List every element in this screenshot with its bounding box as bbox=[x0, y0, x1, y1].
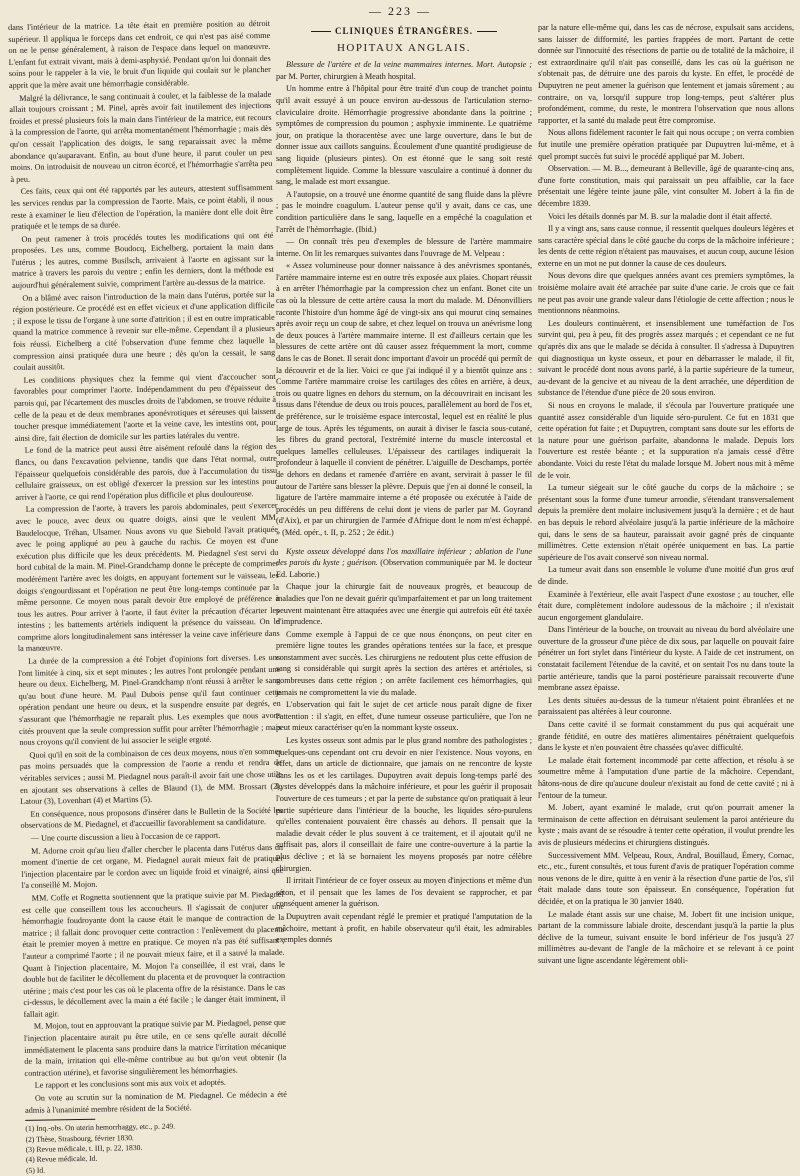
paragraph: On vote au scrutin sur la nomination de M. Piedagnel. Ce médecin a été admis à l'unanimité membre résident de la Société. bbox=[25, 1089, 287, 1115]
paragraph: Voici les détails donnés par M. B. sur la maladie dont il était affecté. bbox=[548, 211, 772, 221]
paragraph: Le malade était fortement incommodé par cette affection, et résolu à se soumettre même à l'amputation d'une partie de la mâchoire. Cependant, hâtons-nous de dire qu'aucune douleur n'existait au fond de cette cavité ; ni à l'entour de la tumeur. bbox=[538, 755, 794, 800]
article-title: Blessure de l'artère et de la veine mammaires internes. Mort. Autopsie ; bbox=[286, 60, 532, 70]
paragraph: Les douleurs continuèrent, et insensiblement une tuméfaction de l'os survint qui, peu à peu, fit des progrès assez marqués ; et cependant ce ne fut qu'après dix ans que le malade se décida à consulter. Il s'adressa à Dupuytren qui diagnostiqua un kyste osseux, et pour en débarrasser le malade, il fit, suivant le procédé dont nous avons parlé, à la partie supérieure de la tumeur, au-devant de la gencive et au niveau de la dent arrachée, une déperdition de substance de l'étendue d'une pièce de 20 sous environ. bbox=[538, 318, 794, 398]
paragraph: — On connaît très peu d'exemples de blessure de l'artère mammaire interne. On lit les remarques suivantes dans l'ouvrage de M. Velpeau : bbox=[276, 237, 532, 258]
paragraph: par la nature elle-même qui, dans les cas de nécrose, expulsait sans accidens, sans laisser de difformité, les parties frappées de mort. Partant de cette donnée sur l'innocuité des résections de partie ou de totalité de la mâchoire, il est extraordinaire qu'il n'ait pas conseillé, dans les cas où la guérison ne s'obtenait pas, de détruire une des parois du kyste. En effet, le procédé de Dupuytren ne peut amener la guérison que lentement et jamais sûrement ; au contraire, on va, lorsqu'il suppure trop long-temps, peut s'altérer plus profondément, comme, du reste, le montrera l'observation que nous allons rapporter, et la santé du malade peut être compromise. bbox=[538, 23, 794, 125]
middle-column bbox=[276, 22, 532, 1160]
paragraph: On a blâmé avec raison l'introduction de la main dans l'utérus, portée sur la région postérieure. Ce procédé est en effet vicieux et d'une application difficile ; il expose le tissu de l'organe à une sorte d'attrition ; il est en outre impraticable quand la matrice commence à revenir sur elle-même. Cependant il a plusieurs fois réussi. Eichelberg a cité l'observation d'une femme chez laquelle la compression ainsi pratiquée dura une heure ; dès qu'on la cessait, le sang coulait aussitôt. bbox=[12, 289, 276, 373]
paragraph: M. Jobert, ayant examiné le malade, crut qu'on pourrait amener la terminaison de cette affection en détruisant seulement la paroi antérieure du kyste ; mais avant de se résoudre à tenter cette opération, il voulut prendre les avis de plusieurs médecins et chirurgiens distingués. bbox=[538, 803, 794, 847]
paragraph: Dans cette cavité il se formait constamment du pus qui acquérait une grande fétidité, en outre des matières alimentaires pénétraient quelquefois dans le kyste et n'en pouvaient être chassées qu'avec difficulté. bbox=[538, 720, 794, 753]
paragraph: Il irritait l'intérieur de ce foyer osseux au moyen d'injections et même d'un séton, et il pensait que les lames de l'os devaient se rapprocher, et par conséquent amener la guérison. bbox=[276, 876, 532, 909]
paragraph: Le malade étant assis sur une chaise, M. Jobert fit une incision unique, partant de la commissure labiale droite, descendant jusqu'à la partie la plus déclive de la tumeur, suivant ensuite le bord inférieur de l'os jusqu'à 27 millimètres au-devant de l'angle de la mâchoire et se relevant à ce point suivant une ligne ascendante légèrement obli- bbox=[538, 909, 794, 965]
paragraph: Malgré la délivrance, le sang continuait à couler, et la faiblesse de la malade allait toujours croissant ; M. Pinel, après avoir fait inutilement des injections froides et pressé plusieurs fois la main dans l'intérieur de la matrice, eut recours à la compression de l'aorte, qui arrêta momentanément l'hémorrhagie ; mais dès qu'on cessait l'application des doigts, le sang reparaissait avec la même abondance qu'auparavant. Enfin, au bout d'une heure, il parut couler un peu moins. On introduisit de nouveau un citron écorcé, et l'hémorrhagie s'arrêta peu à peu. bbox=[9, 89, 273, 184]
paragraph: Examinée à l'extérieur, elle avait l'aspect d'une exostose ; au toucher, elle était dure, complètement indolore audessous de la mâchoire ; il n'existait aucun engorgement glandulaire. bbox=[538, 589, 794, 622]
article-heading bbox=[276, 546, 532, 581]
paragraph: Le rapport et les conclusions sont mis aux voix et adoptés. bbox=[34, 1078, 226, 1091]
paragraph: Chaque jour la chirurgie fait de nouveaux progrès, et beaucoup de maladies que l'on ne devait guérir qu'imparfaitement et par un long traitement peuvent maintenant être attaquées avec une énergie qui autrefois eût été taxée d'imprudence. bbox=[276, 582, 532, 627]
section-title: CLINIQUES ÉTRANGÈRES. bbox=[276, 26, 532, 38]
paragraph: La compression de l'aorte, à travers les parois abdominales, peut s'exercer avec le pouce, avec deux ou quatre doigts, ainsi que le veulent MM. Baudelocque, Tréhan, Ulsamer. Nous avons vu que Siebold l'avait pratiquée avec le poing appliqué au peu à gauche du rachis. Ce moyen est d'une exécution plus difficile que les deux précédents. M. Piedagnel s'est servi du bord cubital de la main. M. Pinel-Grandchamp donne le précepte de comprimer modérément l'artère avec les doigts, en appuyant fortement sur le vaisseau, les doigts s'engourdissant et l'opération ne peut être long-temps continuée par la même personne. Ce moyen nous paraît devoir être employé de préférence à tous les autres. Pour arriver à l'aorte, il faut éviter la précaution d'écarter les intestins ; les battements artériels indiquent la présence du vaisseau. On le comprime alors longitudinalement sans intéresser la veine cave inférieure dans la manœuvre. bbox=[15, 501, 280, 654]
page-number: — 223 — bbox=[369, 4, 431, 18]
paragraph: dans l'intérieur de la matrice. La tête était en première position au détroit supérieur. Il appliqua le forceps dans cet endroit, ce qui n'est pas aisé comme on ne le pense généralement, à raison de l'espace dans lequel on manœuvre. L'enfant fut extrait vivant, mais à demi-asphyxié. Pendant qu'on lui donnait des soins pour le rappeler à la vie, le bruit d'un liquide qui coulait sur le plancher apprit que la mère avait une hémorrhagie considérable. bbox=[8, 18, 271, 90]
paragraph: Dans l'intérieur de la bouche, on trouvait au niveau du bord alvéolaire une ouverture de la grosseur d'une pièce de dix sous, par laquelle on pouvait faire pénétrer un fort stylet dans l'intérieur du kyste. A l'aide de cet instrument, on constatait facilement l'étendue de la cavité, et on sentait l'os nu dans toute la partie antérieure, tandis que la paroi postérieure paraissait recouverte d'une membrane assez épaisse. bbox=[538, 625, 794, 693]
article-title: Kyste osseux développé dans l'os maxillaire inférieur ; ablation de l'une des parois du kyste ; guérison. bbox=[276, 546, 532, 568]
paragraph: Les kystes osseux sont admis par le plus grand nombre des pathologistes ; quelques-uns cependant ont cru devoir en nier l'existence. Nous voyons, en effet, dans un article de dictionnaire, que jamais on ne rencontre de kyste dans les os et les cartilages. Dupuytren avait depuis long-temps parlé des kystes développés dans la mâchoire inférieure, et pour les guérir il proposait l'ouverture de ces tumeurs ; et par la perte de substance qu'on pratiquait à leur partie supérieure dans l'intérieur de la bouche, les liquides séro-purulens qu'elles contenaient pouvaient être chassés au dehors. Il pensait que la maladie devait céder le plus souvent à ce traitement, et il ajoutait qu'il ne suffisait pas, alors il conseillait de faire une contre-ouverture à la partie la plus déclive ; et là se bornaient les moyens proposés par notre célèbre chirurgien. bbox=[276, 736, 532, 873]
article-author: (Observation communiquée par M. le docteur Ed. Laborie.) bbox=[276, 558, 532, 579]
paragraph: Nous devons dire que quelques années avant ces premiers symptômes, la troisième molaire avait été arrachée par suite d'une carie. Je crois que ce fait ne peut pas avoir une grande valeur dans l'étiologie de cette affection ; nous le mentionnons néanmoins. bbox=[538, 271, 794, 316]
footnotes bbox=[25, 1120, 288, 1176]
paragraph: Un homme entre à l'hôpital pour être traité d'un coup de tranchet pointu qu'il avait essuyé à un pouce environ au-dessous de l'articulation sterno-claviculaire droite. Hémorrhagie progressive abondante dans la poitrine ; symptômes de compression du poumon ; asphyxie imminente. Le quatrième jour, on pratique la thoracentèse avec une large ouverture, dans le but de donner issue aux caillots sanguins. Écoulement d'une quantité prodigieuse de sang liquide (plusieurs pintes). On est étonné que le sang soit resté complètement liquide. Comme la blessure vasculaire a continué à donner du sang, le malade est mort exsangue. bbox=[276, 84, 532, 187]
paragraph: Nous allons fidèlement raconter le fait qui nous occupe ; on verra combien fut inutile une première opération pratiquée par Dupuytren lui-même, et à quel prompt succès fut suivi le procédé appliqué par M. Jobert. bbox=[538, 128, 794, 161]
paragraph: Ces faits, ceux qui ont été rapportés par les auteurs, attestent suffisamment les services rendus par la compression de l'aorte. Mais, ce point établi, il nous reste à examiner le lieu d'élection de l'opération, la manière dont elle doit être pratiquée et le temps de sa durée. bbox=[10, 183, 274, 232]
paragraph: Dupuytren avait cependant réglé le premier et pratiqué l'amputation de la mâchoire, mettant à profit, en habile observateur qu'il était, les admirables exemples donnés bbox=[276, 911, 532, 945]
paragraph: La tumeur siégeait sur le côté gauche du corps de la mâchoire ; se présentant sous la forme d'une tumeur arrondie, s'étendant transversalement depuis la première dent molaire inclusivement jusqu'à la dernière ; et de haut en bas depuis le rebord alvéolaire jusqu'à la partie inférieure de la mâchoire qui, dans le sens de sa hauteur, paraissait avoir gagné près de cinquante millimètres. Cette extension n'était opérée uniquement en bas. La partie supérieure de l'os avait conservé son niveau normal. bbox=[538, 483, 794, 562]
paragraph: Les dents situées au-dessus de la tumeur n'étaient point ébranlées et ne paraissaient pas altérées à leur couronne. bbox=[538, 695, 794, 717]
paragraph: M. Mojon, tout en approuvant la pratique suivie par M. Piedagnel, pense que l'injection placentaire aurait pu être utile, en ce sens qu'elle aurait décollé immédiatement le placenta sans produire dans la matrice l'irritation mécanique de la main, irritation qui elle-même contribue au but qu'on veut obtenir (la contraction utérine), et favorise singulièrement les hémorrhagies. bbox=[23, 1018, 287, 1078]
paragraph: — Une courte discussion a lieu à l'occasion de ce rapport. bbox=[30, 830, 221, 843]
footnote: (2) Thèse, Strasbourg, février 1830. bbox=[25, 1132, 134, 1144]
paragraph: En conséquence, nous proposons d'insérer dans le Bulletin de la Société les observations de M. Piedagnel, et d'accueillir favorablement sa candidature. bbox=[20, 805, 283, 831]
paragraph: On peut ramener à trois procédés toutes les modifications qui ont été proposées. Les uns, comme Boudocq, Eichelberg, portaient la main dans l'utérus ; les autres, comme Busilsch, arrivaient à l'aorte en agissant sur la matrice à travers les parois du ventre ; enfin les derniers, dont la méthode est aujourd'hui généralement suivie, compriment l'artère au-dessus de la matrice. bbox=[11, 230, 274, 291]
article-heading bbox=[276, 59, 532, 82]
footnote-divider bbox=[25, 1119, 95, 1121]
left-column bbox=[8, 18, 288, 1175]
footnote: (1) Inq.-obs. On uterin hemorrhaggy, etc., p. 249. bbox=[25, 1121, 176, 1134]
paragraph: La durée de la compression a été l'objet d'opinions fort diverses. Les uns l'ont limitée à cinq, six et sept minutes ; les autres l'ont prolongée pendant une heure ou deux. Eichelberg, M. Pinel-Grandchamp n'ont réussi à arrêter le sang qu'au bout d'une heure. M. Paul Dubois pense qu'il faut continuer cette opération pendant une heure ou deux, et la suspendre ensuite par degrés, en s'assurant que l'hémorrhagie ne reparaît plus. Les exemples que nous avons cités prouvent que la seule compression suffit pour arrêter l'hémorrhagie ; mais nous croyons qu'il convient de lui associer le seigle ergoté. bbox=[18, 652, 282, 748]
paragraph: M. Adorne croit qu'au lieu d'aller chercher le placenta dans l'utérus dans un moment d'inertie de cet organe, M. Piedagnel aurait mieux fait de pratiquer l'injection placentaire par le cordon avec un liquide froid et vinaigré, ainsi que l'a conseillé M. Mojon. bbox=[21, 842, 284, 891]
paragraph: La tumeur avait dans son ensemble le volume d'une moitié d'un gros œuf de dinde. bbox=[538, 565, 794, 586]
paragraph: L'observation qui fait le sujet de cet article nous paraît digne de fixer l'attention : il s'agit, en effet, d'une tumeur osseuse particulière, que l'on ne peut mieux caractériser qu'en la nommant kyste osseux. bbox=[276, 700, 532, 733]
paragraph: Quoi qu'il en soit de la combinaison de ces deux moyens, nous n'en sommes pas moins persuadés que la compression de l'aorte a rendu et rendra de véritables services ; aussi M. Piedagnel nous paraît-il avoir fait une chose utile en ajoutant ses observations à celles de Blaund (1), de MM. Brossart (2), Latour (3), Lovenhart (4) et Martins (5). bbox=[19, 746, 283, 807]
paragraph: Si nous en croyons le malade, il s'écoula par l'ouverture pratiquée une quantité assez considérable d'un liquide séro-purulent. Ce fut en 1831 que cette opération fut faite ; et Dupuytren, comptant sans doute sur les efforts de la nature pour une guérison parfaite, abandonna le malade. Depuis lors l'ouverture est restée béante ; et la suppuration n'a jamais cessé d'être abondante. Voici du reste l'état du malade lorsque M. Jobert nous mit à même de le voir. bbox=[538, 401, 794, 480]
paragraph: Successivement MM. Velpeau, Roux, Andral, Bouillaud, Émery, Cornac, etc., etc., furent consultés, et tous furent d'avis de pratiquer l'opération comme nous venons de le dire, quitte à en venir à la résection d'une partie de l'os, s'il était malade dans toute son épaisseur. En conséquence, l'opération fut décidée, et on la pratiqua le 30 janvier 1840. bbox=[538, 850, 794, 906]
paragraph: MM. Coffe et Rognetta soutiennent que la pratique suivie par M. Piedagnel est celle que conseillent tous les accoucheurs. Il s'agissait de conjurer une hémorrhagie foudroyante dont la cause était le manque de contraction de la matrice ; il fallait donc provoquer cette contraction : l'enlèvement du placenta était le premier moyen à mettre en pratique. Ce moyen n'a pas été suffisant ; l'auteur a comprimé l'aorte ; il ne pouvait mieux faire, et il a sauvé la malade. Quant à l'injection placentaire, M. Mojon l'a conseillée, il est vrai, dans le double but de faciliter le décollement du placenta et de provoquer la contraction utérine ; mais c'est pour les cas où le placenta offre de la résistance. Dans le cas ci-dessus, le décollement avec la main a été facile ; le danger était imminent, il fallait agir. bbox=[21, 889, 286, 1019]
paragraph: Il y a vingt ans, sans cause connue, il ressentit quelques douleurs légères et sans caractère spécial dans le côté gauche du corps de la mâchoire inférieure ; les dents de cette région n'étaient pas mauvaises, et aucun coup, aucune lésion externe en un mot ne put donner la cause de ces douleurs. bbox=[538, 224, 794, 268]
subsection-title: HOPITAUX ANGLAIS. bbox=[336, 41, 471, 54]
paragraph: Les conditions physiques chez la femme qui vient d'accoucher sont favorables pour comprimer l'aorte. Indépendamment du peu d'épaisseur des parois qui, par l'écartement des muscles droits de l'abdomen, se trouve réduite à celle de la peau et de deux membranes aponévrotiques et séreuses qui laissent toucher presque immédiatement l'aorte et la veine cave, les intestins ont, pour ainsi dire, fait élection de domicile sur les parties latérales du ventre. bbox=[13, 371, 277, 443]
footnote: (5) Id. bbox=[25, 1165, 46, 1175]
footnote: (3) Revue médicale, t. III, p. 22, 1830. bbox=[25, 1143, 143, 1154]
paragraph: Comme exemple à l'appui de ce que nous énonçons, on peut citer en première ligne toutes les grandes opérations tentées sur la face, et presque constamment avec succès. Les chirurgiens ne redoutent plus cette effusion de sang si considérable qui surgit après la section des artères et artérioles, si nombreuses dans cette région ; on arrête facilement ces hémorrhagies, qui jamais ne compromettent la vie du malade. bbox=[276, 629, 532, 697]
right-column bbox=[538, 22, 794, 1160]
footnote: (4) Revue médicale, Id. bbox=[25, 1154, 98, 1165]
paragraph: A l'autopsie, on a trouvé une énorme quantité de sang fluide dans la plèvre ; pas le moindre coagulum. L'auteur pense qu'il y avait, dans ce cas, une condition particulière dans le sang, laquelle en a empêché la coagulation et l'arrêt de l'hémorrhagie. (Ibid.) bbox=[276, 189, 532, 234]
paragraph: « Assez volumineuse pour donner naissance à des anévrismes spontanés, l'artère mammaire interne est en outre très exposée aux plaies. Chopart réussit à en arrêter l'hémorrhagie par la compression chez un enfant. Bonet cite un cas où la blessure de cette artère causa la mort du malade. M. Dénonvilliers raconte l'histoire d'un homme âgé de vingt-six ans qui mourut cinq semaines après avoir reçu un coup de sabre, et chez lequel on trouva un anévrisme long de deux pouces à l'artère mammaire interne. Il est d'ailleurs certain que les blessures de cette artère ont dû causer assez fréquemment la mort, comme dans le cas de Bonet. Il serait donc important d'avoir un procédé qui permît de la découvrir et de la lier. Voici ce que j'ai indiqué il y a bientôt quinze ans : Comme l'artère mammaire croise les cartilages des côtes en arrière, à deux, trois ou quatre lignes en dehors du sternum, on la découvrirait en incisant les tissus dans l'étendue de deux ou trois pouces, parallèlement au bord de l'os et, de préférence, sur le troisième espace intercostal, lequel est en réalité le plus large de tous. Après les téguments, on aurait à diviser le fascia sous-cutané, les fibres du grand pectoral, l'extrémité interne du muscle intercostal et quelques lamelles celluleuses. L'épaisseur des cartilages indiquerait la profondeur à laquelle il convient de pénétrer. L'aiguille de Deschamps, portée de dehors en dedans et ramenée d'arrière en avant, servirait à passer le fil autour de l'artère sans blesser la plèvre. Depuis que j'en ai donné le conseil, la ligature de l'artère mammaire interne a été proposée ou exécutée à l'aide de procédés un peu différens de celui dont je viens de parler par M. Goyrand (d'Aix), et par un chirurgien de l'armée d'Afrique dont le nom m'est échappé. » (Méd. opér., t. II, p. 252 ; 2e édit.) bbox=[276, 261, 532, 537]
observation-intro: Observation. — M. B..., demeurant à Belleville, âgé de quarante-cinq ans, d'une forte constitution, mais qui paraissait un peu affaiblie, car la face présentait une légère teinte jaune pâle, vint consulter M. Jobert à la fin de décembre 1839. bbox=[538, 164, 794, 208]
paragraph: Le fond de la matrice peut aussi être aisément refoulé dans la région des flancs, ou dans l'excavation pelvienne, tandis que dans l'état normal, outre l'épaisseur quelquefois considérable des parois, due à l'accumulation du tissu cellulaire graisseux, on est obligé d'exercer la pression sur les intestins pour arriver à l'aorte, ce qui rend l'opération plus difficile et plus douloureuse. bbox=[14, 442, 278, 502]
article-author: par M. Porter, chirurgien à Meath hospital. bbox=[276, 71, 416, 81]
